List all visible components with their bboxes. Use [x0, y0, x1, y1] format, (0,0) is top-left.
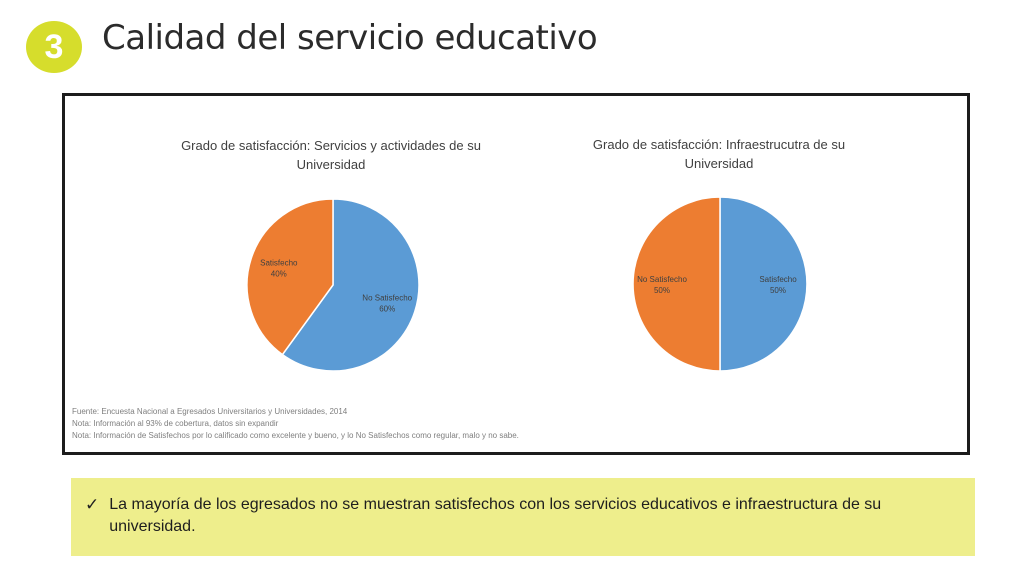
- pie-label: No Satisfecho: [637, 275, 687, 284]
- charts-panel: [62, 93, 970, 455]
- note-line: Nota: Información al 93% de cobertura, datos sin expandir: [72, 419, 279, 428]
- check-icon: ✓: [85, 495, 100, 514]
- note-line: Nota: Información de Satisfechos por lo calificado como excelente y bueno, y lo No Satisfechos como regular, malo y no sabe.: [72, 431, 519, 440]
- pie-value-label: 50%: [653, 286, 671, 295]
- conclusion-box: [71, 478, 975, 556]
- pie-slice-satisfecho: [720, 197, 807, 371]
- conclusion-text: La mayoría de los egresados no se muestran satisfechos con los servicios educativos e infraestructura de su universidad.: [109, 496, 882, 535]
- page-title: Calidad del servicio educativo: [102, 18, 598, 58]
- pie-label: No Satisfecho: [362, 293, 413, 303]
- slide-number-badge: [26, 21, 82, 73]
- pie-label: Satisfecho: [260, 258, 298, 268]
- pie-value-label: 50%: [769, 286, 787, 295]
- slide-number: 3: [44, 27, 64, 66]
- chart-title-infrastructure: Grado de satisfacción: Infraestrucutra de su Universidad: [592, 137, 846, 171]
- chart-title-services: Grado de satisfacción: Servicios y actividades de su Universidad: [181, 138, 481, 172]
- pie-value-label: 40%: [270, 269, 287, 279]
- pie-value-label: 60%: [379, 304, 396, 314]
- source-notes: [72, 406, 519, 442]
- pie-chart-infrastructure: [65, 96, 967, 452]
- pie-label: Satisfecho: [759, 275, 797, 284]
- pie-slice-no-satisfecho: [633, 197, 720, 371]
- note-line: Fuente: Encuesta Nacional a Egresados Universitarios y Universidades, 2014: [72, 407, 348, 416]
